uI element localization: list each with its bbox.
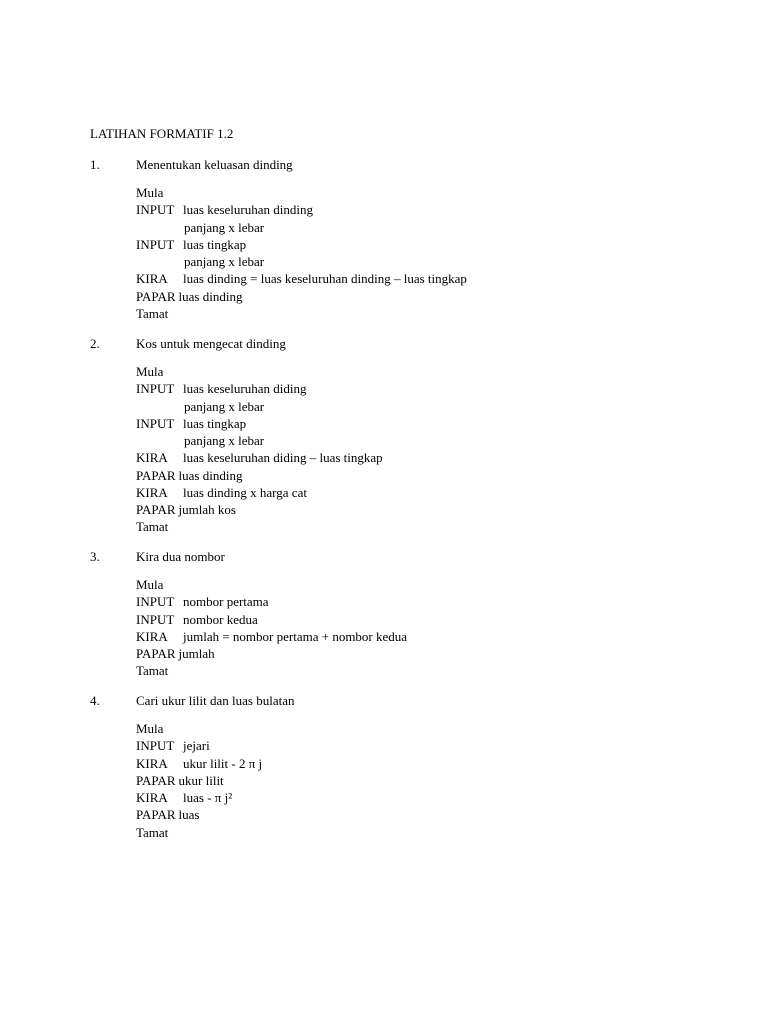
algorithm-step xyxy=(136,611,407,628)
step-keyword: KIRA xyxy=(136,271,168,287)
algorithm-step xyxy=(136,398,383,415)
step-keyword: Mula xyxy=(136,577,164,592)
algorithm-step xyxy=(136,363,383,380)
step-keyword: PAPAR xyxy=(136,502,176,517)
step-text: panjang x lebar xyxy=(184,433,265,448)
section-number: 3. xyxy=(90,549,100,564)
step-keyword: PAPAR xyxy=(136,467,176,483)
step-keyword: INPUT xyxy=(136,594,175,610)
algorithm-step xyxy=(136,501,383,518)
algorithm-step xyxy=(136,593,407,610)
step-text: luas - π j² xyxy=(183,790,233,805)
step-text: luas dinding = luas keseluruhan dinding – luas tingkap xyxy=(183,271,467,287)
step-text: panjang x lebar xyxy=(184,254,265,269)
step-keyword: Tamat xyxy=(136,663,169,679)
algorithm-step xyxy=(136,201,467,218)
algorithm-step xyxy=(136,184,467,201)
algorithm-steps xyxy=(136,720,262,841)
step-keyword: Mula xyxy=(136,721,164,736)
algorithm-step xyxy=(136,720,262,737)
step-keyword: PAPAR xyxy=(136,646,176,661)
algorithm-step xyxy=(136,737,262,754)
section-number: 2. xyxy=(90,336,100,351)
step-text: jumlah = nombor pertama + nombor kedua xyxy=(183,628,408,644)
step-text: nombor kedua xyxy=(183,611,258,627)
step-keyword: Tamat xyxy=(136,519,169,535)
step-keyword: Tamat xyxy=(136,305,169,321)
algorithm-step xyxy=(136,219,467,236)
step-text: luas dinding xyxy=(178,288,243,304)
step-text: jumlah kos xyxy=(178,502,236,517)
algorithm-step xyxy=(136,628,407,645)
algorithm-step xyxy=(136,518,383,535)
algorithm-step xyxy=(136,806,262,823)
algorithm-step xyxy=(136,270,467,287)
step-text: ukur lilit xyxy=(178,772,224,788)
step-text: panjang x lebar xyxy=(184,398,265,414)
step-text: luas dinding x harga cat xyxy=(183,484,307,500)
algorithm-step xyxy=(136,236,467,253)
step-keyword: KIRA xyxy=(136,790,168,805)
step-text: luas tingkap xyxy=(183,415,247,431)
algorithm-step xyxy=(136,432,383,449)
algorithm-steps xyxy=(136,184,467,322)
step-text: luas xyxy=(178,807,200,823)
algorithm-step xyxy=(136,253,467,270)
step-text: luas keseluruhan diding xyxy=(183,381,307,397)
algorithm-step xyxy=(136,305,467,322)
step-text: luas tingkap xyxy=(183,236,247,252)
step-keyword: KIRA xyxy=(136,484,168,500)
section-heading: Kira dua nombor xyxy=(136,549,225,564)
algorithm-step xyxy=(136,824,262,841)
step-text: nombor pertama xyxy=(183,594,269,610)
step-text: luas keseluruhan dinding xyxy=(183,202,313,218)
step-keyword: INPUT xyxy=(136,381,175,397)
step-text: luas dinding xyxy=(178,467,243,483)
algorithm-step xyxy=(136,415,383,432)
algorithm-step xyxy=(136,662,407,679)
algorithm-step xyxy=(136,449,383,466)
step-text: jumlah xyxy=(178,646,215,661)
algorithm-step xyxy=(136,645,407,662)
algorithm-step xyxy=(136,576,407,593)
step-keyword: KIRA xyxy=(136,450,168,466)
step-keyword: Tamat xyxy=(136,824,169,840)
step-text: ukur lilit - 2 π j xyxy=(183,755,263,771)
step-keyword: INPUT xyxy=(136,415,175,431)
algorithm-step xyxy=(136,288,467,305)
document-title: LATIHAN FORMATIF 1.2 xyxy=(90,126,234,141)
section-number: 4. xyxy=(90,693,100,708)
algorithm-step xyxy=(136,467,383,484)
step-keyword: INPUT xyxy=(136,611,175,627)
step-text: jejari xyxy=(183,738,210,754)
step-keyword: PAPAR xyxy=(136,288,176,304)
section-heading: Kos untuk mengecat dinding xyxy=(136,336,286,351)
step-keyword: INPUT xyxy=(136,236,175,252)
step-keyword: INPUT xyxy=(136,202,175,218)
section-heading: Cari ukur lilit dan luas bulatan xyxy=(136,693,295,708)
step-keyword: PAPAR xyxy=(136,772,176,788)
algorithm-step xyxy=(136,755,262,772)
step-keyword: INPUT xyxy=(136,738,175,754)
algorithm-step xyxy=(136,789,262,806)
algorithm-step xyxy=(136,380,383,397)
step-text: luas keseluruhan diding – luas tingkap xyxy=(183,450,383,466)
algorithm-step xyxy=(136,772,262,789)
step-keyword: Mula xyxy=(136,185,164,200)
algorithm-steps xyxy=(136,363,383,536)
section-number: 1. xyxy=(90,157,100,172)
step-text: panjang x lebar xyxy=(184,219,265,235)
algorithm-step xyxy=(136,484,383,501)
step-keyword: PAPAR xyxy=(136,807,176,823)
step-keyword: KIRA xyxy=(136,628,168,644)
section-heading: Menentukan keluasan dinding xyxy=(136,157,293,172)
step-keyword: KIRA xyxy=(136,755,168,771)
step-keyword: Mula xyxy=(136,364,164,379)
algorithm-steps xyxy=(136,576,407,680)
